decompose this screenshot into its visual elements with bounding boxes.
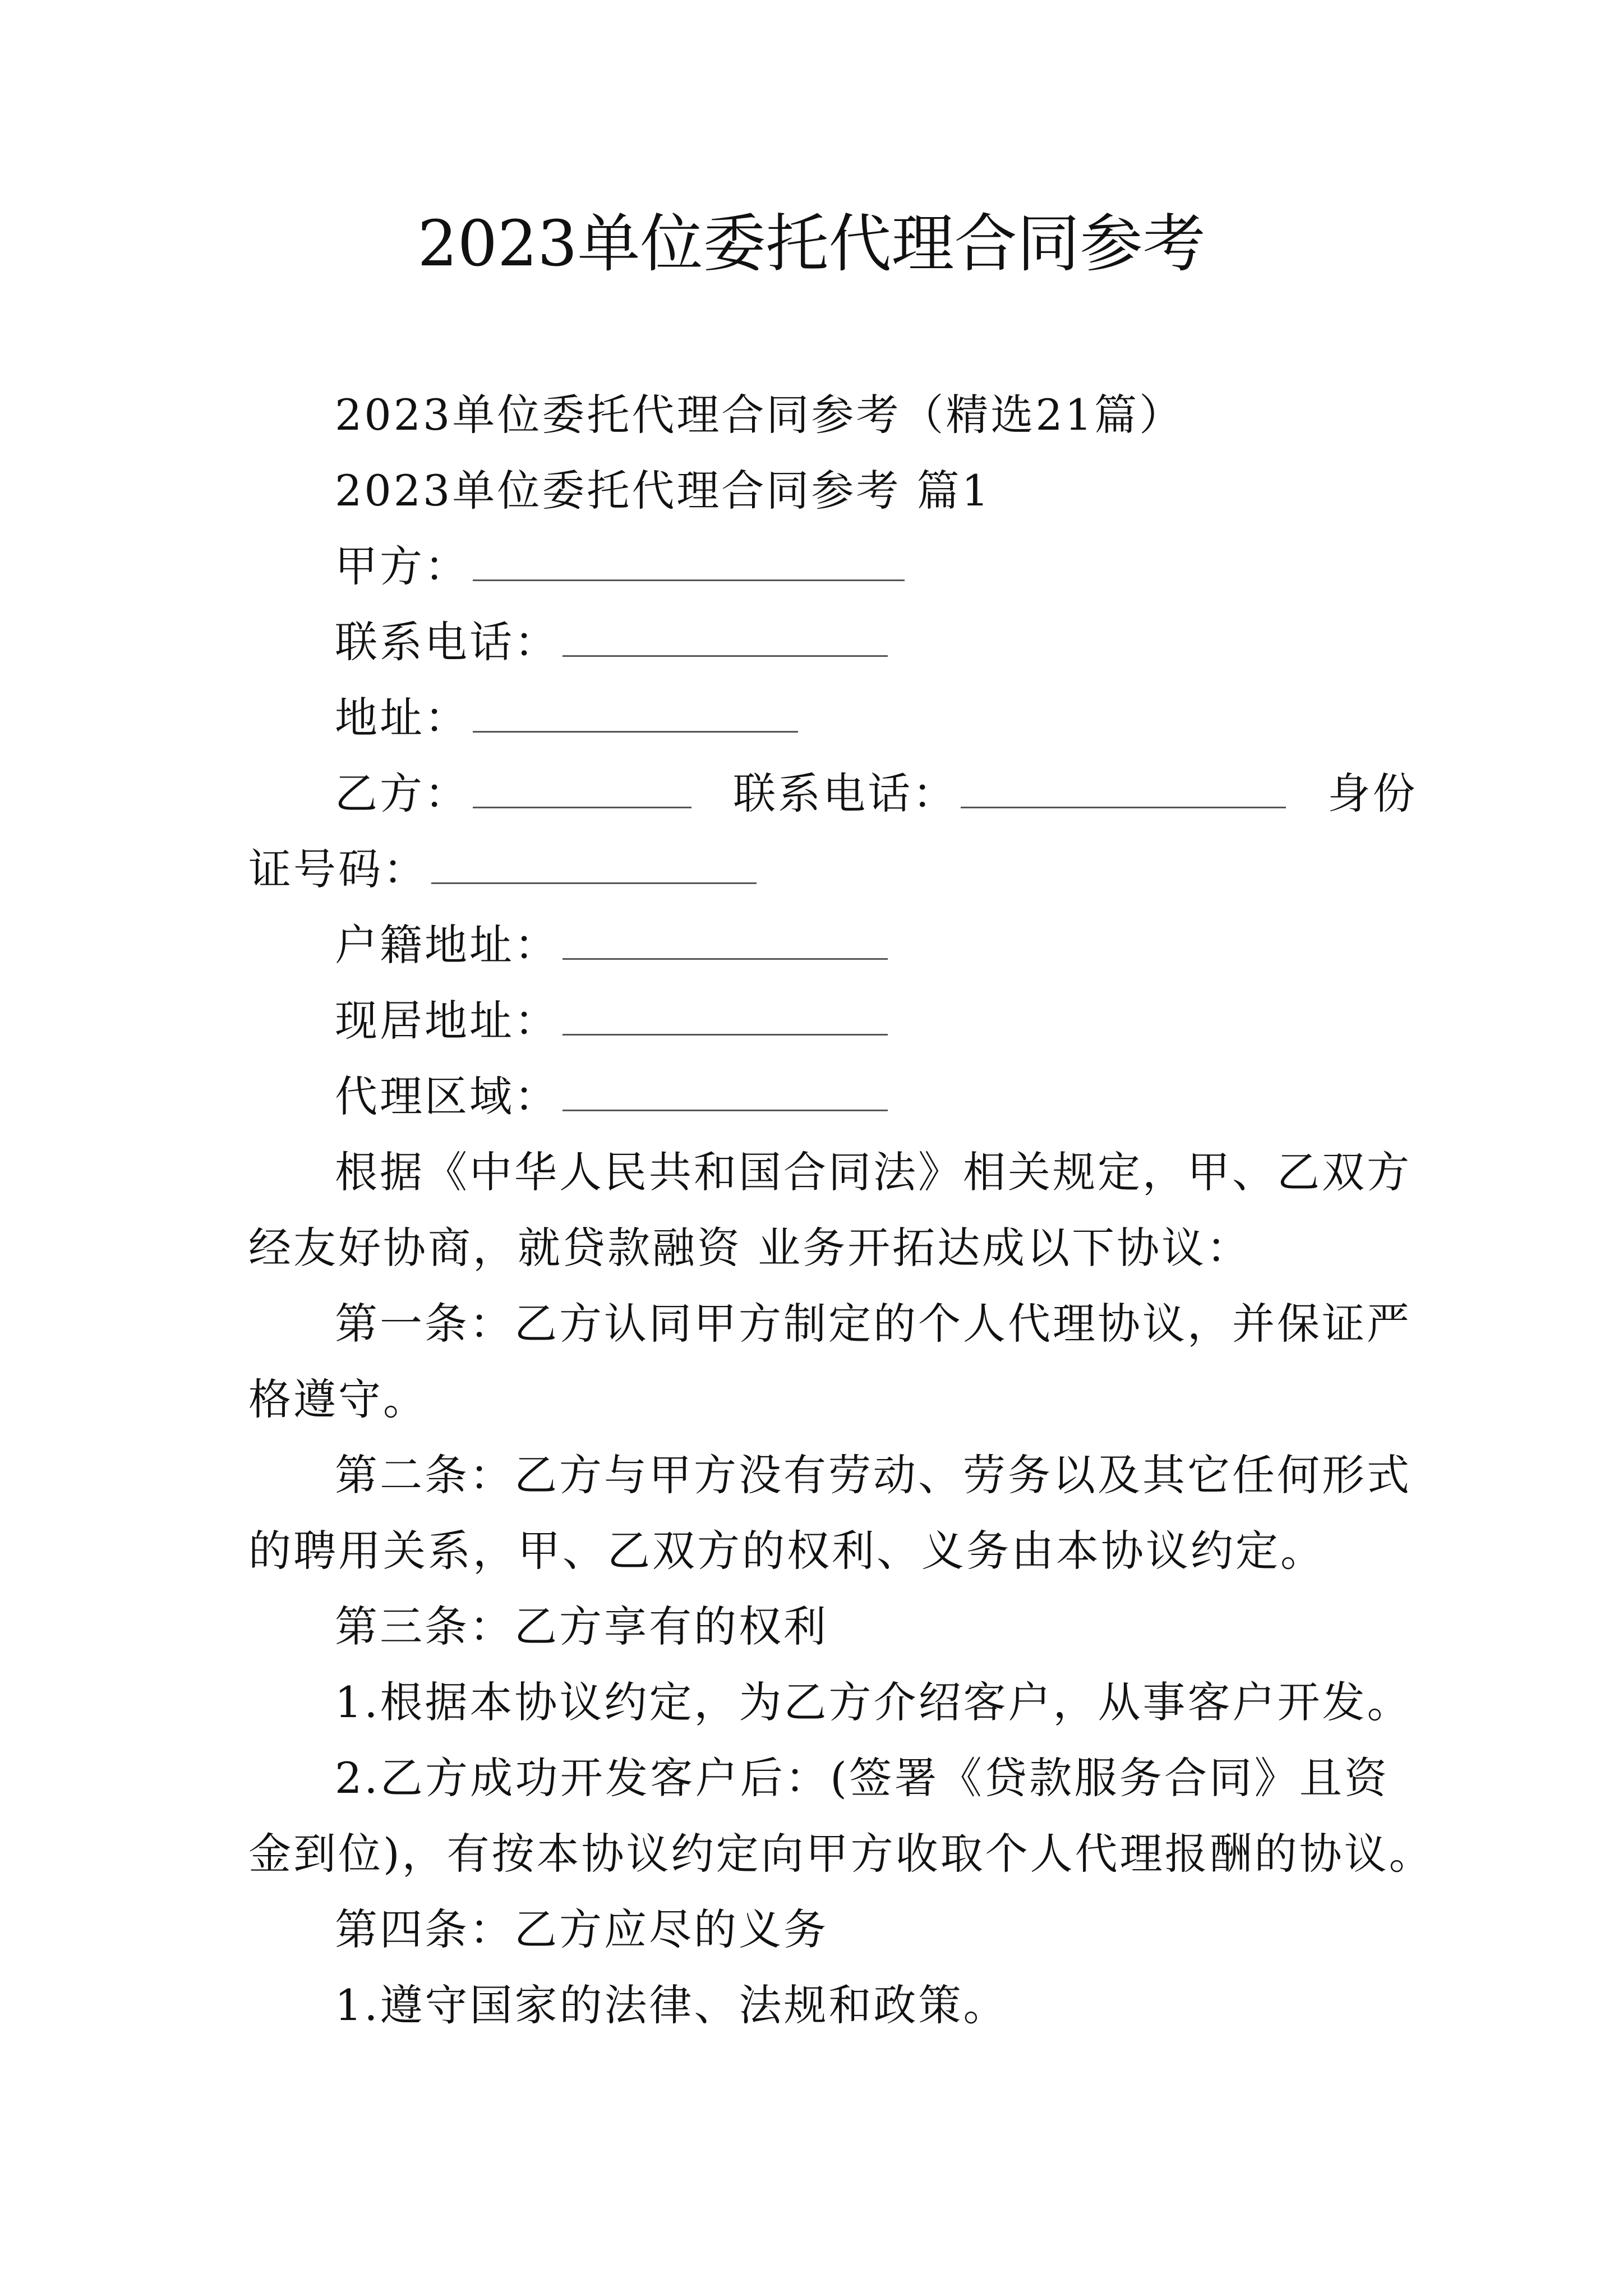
id-blank	[431, 846, 757, 884]
document-subtitle: 2023单位委托代理合同参考（精选21篇）	[335, 390, 1184, 440]
residence-row	[335, 990, 1389, 1052]
household-blank	[562, 922, 888, 960]
article-1-line-1: 第一条：乙方认同甲方制定的个人代理协议，并保证严	[335, 1299, 1412, 1349]
article-4-heading: 第四条：乙方应尽的义务	[335, 1904, 828, 1954]
party-a-label: 甲方：	[335, 541, 469, 591]
region-label: 代理区域：	[335, 1071, 559, 1121]
article-3-heading: 第三条：乙方享有的权利	[335, 1602, 828, 1651]
party-b-label: 乙方：	[335, 769, 469, 818]
household-label: 户籍地址：	[335, 920, 559, 970]
region-row	[335, 1066, 1389, 1128]
address-row	[335, 687, 1389, 749]
address-label: 地址：	[335, 693, 469, 743]
household-row	[335, 914, 1389, 976]
phone-label: 联系电话：	[335, 617, 559, 667]
party-a-blank	[473, 544, 905, 581]
article-3-item-2-line-1: 2.乙方成功开发客户后：(签署《贷款服务合同》且资	[335, 1753, 1389, 1803]
phone-row	[335, 611, 1389, 673]
id-row	[248, 839, 1389, 900]
article-3-item-2-line-2: 金到位)，有按本协议约定向甲方收取个人代理报酬的协议。	[248, 1829, 1434, 1879]
party-b-phone-blank	[961, 771, 1286, 808]
id-label-part1: 身份	[1327, 769, 1418, 818]
party-b-row	[335, 763, 1418, 825]
party-b-blank	[473, 771, 691, 808]
address-blank	[473, 695, 798, 733]
section-heading: 2023单位委托代理合同参考 篇1	[335, 466, 991, 516]
intro-line-2: 经友好协商，就贷款融资 业务开拓达成以下协议：	[248, 1223, 1252, 1273]
document-title: 2023单位委托代理合同参考	[417, 208, 1206, 280]
id-label-part2: 证号码：	[248, 844, 428, 894]
article-2-line-1: 第二条：乙方与甲方没有劳动、劳务以及其它任何形式	[335, 1450, 1412, 1500]
region-blank	[562, 1074, 888, 1111]
party-b-phone-label: 联系电话：	[733, 769, 958, 818]
phone-blank	[562, 619, 888, 657]
residence-label: 现居地址：	[335, 996, 559, 1046]
article-1-line-2: 格遵守。	[248, 1374, 428, 1424]
residence-blank	[562, 998, 888, 1036]
article-4-item-1: 1.遵守国家的法律、法规和政策。	[335, 1980, 1008, 2030]
article-2-line-2: 的聘用关系，甲、乙双方的权利、义务由本协议约定。	[248, 1526, 1325, 1576]
intro-line-1: 根据《中华人民共和国合同法》相关规定，甲、乙双方	[335, 1147, 1412, 1197]
party-a-row	[335, 536, 1389, 597]
article-3-item-1: 1.根据本协议约定，为乙方介绍客户，从事客户开发。	[335, 1677, 1412, 1727]
